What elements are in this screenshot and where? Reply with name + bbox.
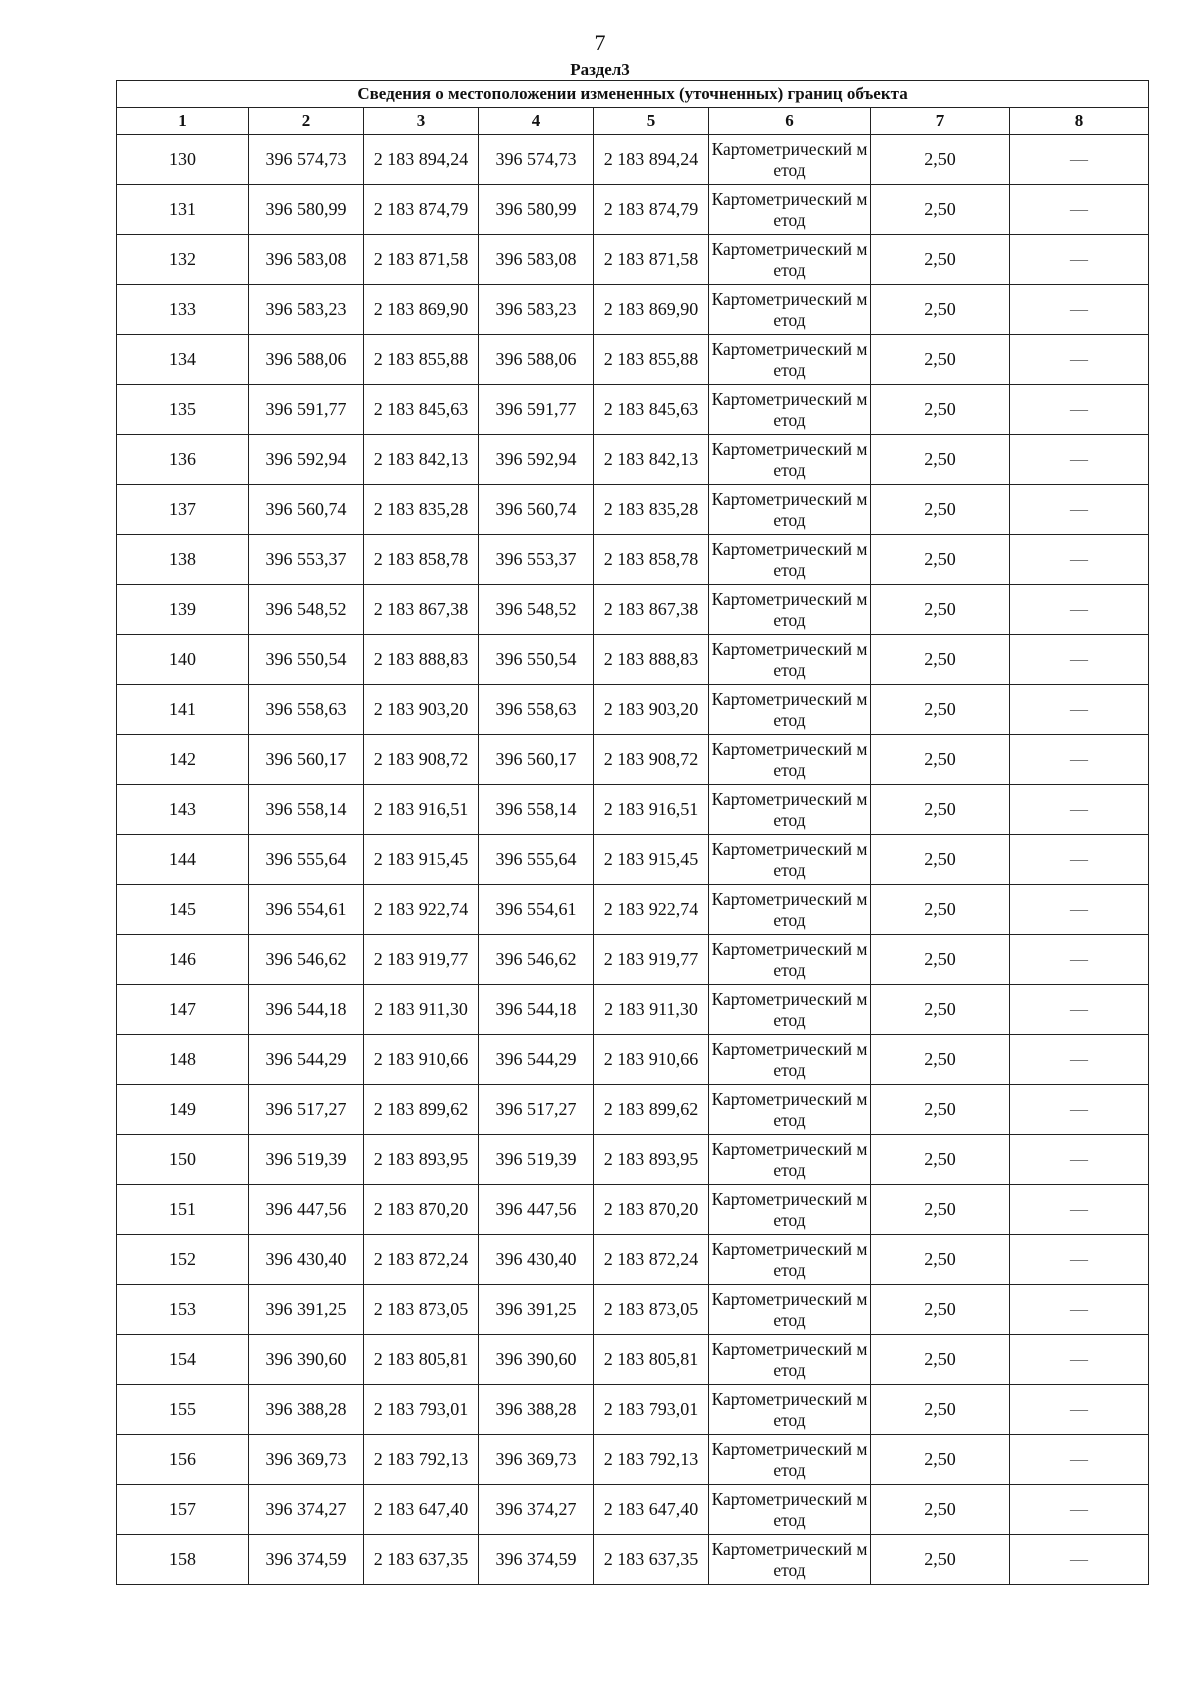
accuracy-cell: 2,50 (871, 385, 1010, 435)
refined-x-cell: 396 391,25 (479, 1285, 594, 1335)
existing-y-cell: 2 183 894,24 (364, 135, 479, 185)
existing-x-cell: 396 583,08 (249, 235, 364, 285)
note-cell: — (1010, 335, 1149, 385)
method-cell: Картометрический метод (709, 1035, 871, 1085)
note-cell: — (1010, 1085, 1149, 1135)
refined-x-cell: 396 517,27 (479, 1085, 594, 1135)
note-cell: — (1010, 285, 1149, 335)
refined-x-cell: 396 546,62 (479, 935, 594, 985)
method-cell: Картометрический метод (709, 585, 871, 635)
refined-x-cell: 396 560,17 (479, 735, 594, 785)
refined-y-cell: 2 183 911,30 (594, 985, 709, 1035)
existing-y-cell: 2 183 845,63 (364, 385, 479, 435)
existing-y-cell: 2 183 919,77 (364, 935, 479, 985)
method-cell: Картометрический метод (709, 235, 871, 285)
accuracy-cell: 2,50 (871, 585, 1010, 635)
table-row (117, 1435, 1149, 1485)
note-cell: — (1010, 235, 1149, 285)
accuracy-cell: 2,50 (871, 635, 1010, 685)
point-number-cell: 151 (117, 1185, 249, 1235)
note-cell: — (1010, 785, 1149, 835)
note-cell: — (1010, 1285, 1149, 1335)
existing-x-cell: 396 554,61 (249, 885, 364, 935)
refined-x-cell: 396 588,06 (479, 335, 594, 385)
refined-y-cell: 2 183 872,24 (594, 1235, 709, 1285)
method-cell: Картометрический метод (709, 685, 871, 735)
accuracy-cell: 2,50 (871, 335, 1010, 385)
point-number-cell: 137 (117, 485, 249, 535)
point-number-cell: 134 (117, 335, 249, 385)
point-number-cell: 155 (117, 1385, 249, 1435)
refined-y-cell: 2 183 922,74 (594, 885, 709, 935)
existing-x-cell: 396 374,27 (249, 1485, 364, 1535)
table-row (117, 385, 1149, 435)
table-row (117, 1485, 1149, 1535)
refined-x-cell: 396 369,73 (479, 1435, 594, 1485)
refined-x-cell: 396 388,28 (479, 1385, 594, 1435)
column-number: 6 (709, 108, 871, 135)
table-row (117, 335, 1149, 385)
point-number-cell: 136 (117, 435, 249, 485)
note-cell: — (1010, 1485, 1149, 1535)
accuracy-cell: 2,50 (871, 1435, 1010, 1485)
note-cell: — (1010, 435, 1149, 485)
point-number-cell: 152 (117, 1235, 249, 1285)
refined-x-cell: 396 374,27 (479, 1485, 594, 1535)
accuracy-cell: 2,50 (871, 835, 1010, 885)
note-cell: — (1010, 1335, 1149, 1385)
accuracy-cell: 2,50 (871, 185, 1010, 235)
table-row (117, 185, 1149, 235)
existing-x-cell: 396 574,73 (249, 135, 364, 185)
refined-y-cell: 2 183 915,45 (594, 835, 709, 885)
note-cell: — (1010, 635, 1149, 685)
method-cell: Картометрический метод (709, 935, 871, 985)
note-cell: — (1010, 1185, 1149, 1235)
note-cell: — (1010, 385, 1149, 435)
table-row (117, 985, 1149, 1035)
existing-x-cell: 396 430,40 (249, 1235, 364, 1285)
refined-y-cell: 2 183 908,72 (594, 735, 709, 785)
refined-y-cell: 2 183 919,77 (594, 935, 709, 985)
refined-y-cell: 2 183 858,78 (594, 535, 709, 585)
note-cell: — (1010, 135, 1149, 185)
existing-x-cell: 396 583,23 (249, 285, 364, 335)
note-cell: — (1010, 485, 1149, 535)
refined-x-cell: 396 447,56 (479, 1185, 594, 1235)
refined-x-cell: 396 558,14 (479, 785, 594, 835)
existing-y-cell: 2 183 915,45 (364, 835, 479, 885)
refined-y-cell: 2 183 903,20 (594, 685, 709, 735)
table-row (117, 535, 1149, 585)
refined-y-cell: 2 183 805,81 (594, 1335, 709, 1385)
existing-x-cell: 396 519,39 (249, 1135, 364, 1185)
existing-y-cell: 2 183 910,66 (364, 1035, 479, 1085)
table-caption: Сведения о местоположении измененных (уточненных) границ объекта (117, 81, 1149, 108)
accuracy-cell: 2,50 (871, 1135, 1010, 1185)
existing-x-cell: 396 374,59 (249, 1535, 364, 1585)
method-cell: Картометрический метод (709, 885, 871, 935)
existing-x-cell: 396 369,73 (249, 1435, 364, 1485)
existing-x-cell: 396 388,28 (249, 1385, 364, 1435)
column-number: 8 (1010, 108, 1149, 135)
existing-y-cell: 2 183 869,90 (364, 285, 479, 335)
column-number: 7 (871, 108, 1010, 135)
table-row (117, 1085, 1149, 1135)
refined-x-cell: 396 574,73 (479, 135, 594, 185)
existing-y-cell: 2 183 792,13 (364, 1435, 479, 1485)
accuracy-cell: 2,50 (871, 1285, 1010, 1335)
note-cell: — (1010, 585, 1149, 635)
coordinates-table (116, 80, 1149, 1585)
accuracy-cell: 2,50 (871, 1035, 1010, 1085)
method-cell: Картометрический метод (709, 635, 871, 685)
note-cell: — (1010, 185, 1149, 235)
point-number-cell: 154 (117, 1335, 249, 1385)
point-number-cell: 130 (117, 135, 249, 185)
refined-y-cell: 2 183 870,20 (594, 1185, 709, 1235)
table-row (117, 1285, 1149, 1335)
table-row (117, 135, 1149, 185)
accuracy-cell: 2,50 (871, 935, 1010, 985)
point-number-cell: 131 (117, 185, 249, 235)
point-number-cell: 149 (117, 1085, 249, 1135)
column-number: 4 (479, 108, 594, 135)
method-cell: Картометрический метод (709, 785, 871, 835)
table-body (117, 135, 1149, 1585)
method-cell: Картометрический метод (709, 1185, 871, 1235)
existing-y-cell: 2 183 903,20 (364, 685, 479, 735)
refined-x-cell: 396 519,39 (479, 1135, 594, 1185)
accuracy-cell: 2,50 (871, 1335, 1010, 1385)
column-number: 5 (594, 108, 709, 135)
refined-y-cell: 2 183 871,58 (594, 235, 709, 285)
table-row (117, 1385, 1149, 1435)
method-cell: Картометрический метод (709, 435, 871, 485)
refined-y-cell: 2 183 855,88 (594, 335, 709, 385)
table-row (117, 1135, 1149, 1185)
refined-y-cell: 2 183 842,13 (594, 435, 709, 485)
point-number-cell: 132 (117, 235, 249, 285)
note-cell: — (1010, 1235, 1149, 1285)
refined-x-cell: 396 583,23 (479, 285, 594, 335)
existing-x-cell: 396 517,27 (249, 1085, 364, 1135)
table-row (117, 1535, 1149, 1585)
method-cell: Картометрический метод (709, 535, 871, 585)
existing-y-cell: 2 183 793,01 (364, 1385, 479, 1435)
existing-x-cell: 396 544,29 (249, 1035, 364, 1085)
refined-x-cell: 396 558,63 (479, 685, 594, 735)
accuracy-cell: 2,50 (871, 1385, 1010, 1435)
accuracy-cell: 2,50 (871, 885, 1010, 935)
method-cell: Картометрический метод (709, 1135, 871, 1185)
method-cell: Картометрический метод (709, 735, 871, 785)
existing-y-cell: 2 183 805,81 (364, 1335, 479, 1385)
refined-x-cell: 396 544,18 (479, 985, 594, 1035)
note-cell: — (1010, 835, 1149, 885)
point-number-cell: 142 (117, 735, 249, 785)
accuracy-cell: 2,50 (871, 285, 1010, 335)
accuracy-cell: 2,50 (871, 1235, 1010, 1285)
existing-y-cell: 2 183 858,78 (364, 535, 479, 585)
point-number-cell: 144 (117, 835, 249, 885)
point-number-cell: 150 (117, 1135, 249, 1185)
table-row (117, 835, 1149, 885)
accuracy-cell: 2,50 (871, 785, 1010, 835)
method-cell: Картометрический метод (709, 335, 871, 385)
note-cell: — (1010, 985, 1149, 1035)
refined-y-cell: 2 183 888,83 (594, 635, 709, 685)
refined-x-cell: 396 550,54 (479, 635, 594, 685)
accuracy-cell: 2,50 (871, 1535, 1010, 1585)
existing-x-cell: 396 546,62 (249, 935, 364, 985)
method-cell: Картометрический метод (709, 135, 871, 185)
refined-y-cell: 2 183 835,28 (594, 485, 709, 535)
method-cell: Картометрический метод (709, 385, 871, 435)
refined-x-cell: 396 430,40 (479, 1235, 594, 1285)
refined-y-cell: 2 183 869,90 (594, 285, 709, 335)
existing-y-cell: 2 183 916,51 (364, 785, 479, 835)
method-cell: Картометрический метод (709, 1435, 871, 1485)
note-cell: — (1010, 1035, 1149, 1085)
refined-x-cell: 396 544,29 (479, 1035, 594, 1085)
accuracy-cell: 2,50 (871, 985, 1010, 1035)
table-row (117, 735, 1149, 785)
existing-x-cell: 396 558,14 (249, 785, 364, 835)
method-cell: Картометрический метод (709, 1085, 871, 1135)
refined-y-cell: 2 183 637,35 (594, 1535, 709, 1585)
refined-x-cell: 396 592,94 (479, 435, 594, 485)
method-cell: Картометрический метод (709, 985, 871, 1035)
existing-x-cell: 396 560,17 (249, 735, 364, 785)
note-cell: — (1010, 1435, 1149, 1485)
point-number-cell: 140 (117, 635, 249, 685)
existing-x-cell: 396 555,64 (249, 835, 364, 885)
existing-x-cell: 396 560,74 (249, 485, 364, 535)
note-cell: — (1010, 1535, 1149, 1585)
note-cell: — (1010, 735, 1149, 785)
refined-x-cell: 396 374,59 (479, 1535, 594, 1585)
existing-y-cell: 2 183 911,30 (364, 985, 479, 1035)
table-row (117, 1185, 1149, 1235)
refined-x-cell: 396 555,64 (479, 835, 594, 885)
existing-y-cell: 2 183 842,13 (364, 435, 479, 485)
point-number-cell: 141 (117, 685, 249, 735)
refined-x-cell: 396 390,60 (479, 1335, 594, 1385)
refined-y-cell: 2 183 867,38 (594, 585, 709, 635)
accuracy-cell: 2,50 (871, 685, 1010, 735)
table-row (117, 935, 1149, 985)
existing-y-cell: 2 183 871,58 (364, 235, 479, 285)
refined-x-cell: 396 580,99 (479, 185, 594, 235)
page-number: 7 (594, 30, 606, 55)
note-cell: — (1010, 885, 1149, 935)
method-cell: Картометрический метод (709, 1535, 871, 1585)
existing-y-cell: 2 183 872,24 (364, 1235, 479, 1285)
existing-x-cell: 396 558,63 (249, 685, 364, 735)
accuracy-cell: 2,50 (871, 235, 1010, 285)
note-cell: — (1010, 935, 1149, 985)
table-row (117, 1035, 1149, 1085)
existing-x-cell: 396 544,18 (249, 985, 364, 1035)
refined-y-cell: 2 183 873,05 (594, 1285, 709, 1335)
point-number-cell: 146 (117, 935, 249, 985)
note-cell: — (1010, 1385, 1149, 1435)
existing-y-cell: 2 183 908,72 (364, 735, 479, 785)
method-cell: Картометрический метод (709, 485, 871, 535)
existing-y-cell: 2 183 873,05 (364, 1285, 479, 1335)
refined-y-cell: 2 183 874,79 (594, 185, 709, 235)
method-cell: Картометрический метод (709, 835, 871, 885)
accuracy-cell: 2,50 (871, 485, 1010, 535)
table-row (117, 685, 1149, 735)
table-row (117, 485, 1149, 535)
point-number-cell: 139 (117, 585, 249, 635)
accuracy-cell: 2,50 (871, 735, 1010, 785)
point-number-cell: 143 (117, 785, 249, 835)
accuracy-cell: 2,50 (871, 435, 1010, 485)
existing-x-cell: 396 592,94 (249, 435, 364, 485)
table-row (117, 585, 1149, 635)
method-cell: Картометрический метод (709, 1235, 871, 1285)
note-cell: — (1010, 535, 1149, 585)
point-number-cell: 135 (117, 385, 249, 435)
refined-x-cell: 396 548,52 (479, 585, 594, 635)
accuracy-cell: 2,50 (871, 1085, 1010, 1135)
existing-x-cell: 396 588,06 (249, 335, 364, 385)
existing-y-cell: 2 183 888,83 (364, 635, 479, 685)
refined-y-cell: 2 183 793,01 (594, 1385, 709, 1435)
table-row (117, 635, 1149, 685)
column-number: 1 (117, 108, 249, 135)
existing-x-cell: 396 390,60 (249, 1335, 364, 1385)
refined-x-cell: 396 583,08 (479, 235, 594, 285)
existing-y-cell: 2 183 922,74 (364, 885, 479, 935)
existing-x-cell: 396 447,56 (249, 1185, 364, 1235)
note-cell: — (1010, 1135, 1149, 1185)
table-row (117, 435, 1149, 485)
existing-x-cell: 396 591,77 (249, 385, 364, 435)
existing-x-cell: 396 548,52 (249, 585, 364, 635)
method-cell: Картометрический метод (709, 1285, 871, 1335)
existing-y-cell: 2 183 874,79 (364, 185, 479, 235)
refined-x-cell: 396 553,37 (479, 535, 594, 585)
point-number-cell: 138 (117, 535, 249, 585)
table-row (117, 785, 1149, 835)
existing-x-cell: 396 580,99 (249, 185, 364, 235)
point-number-cell: 147 (117, 985, 249, 1035)
section-label: Раздел3 (570, 60, 630, 79)
column-number: 2 (249, 108, 364, 135)
refined-y-cell: 2 183 899,62 (594, 1085, 709, 1135)
note-cell: — (1010, 685, 1149, 735)
column-number: 3 (364, 108, 479, 135)
point-number-cell: 156 (117, 1435, 249, 1485)
method-cell: Картометрический метод (709, 285, 871, 335)
existing-y-cell: 2 183 835,28 (364, 485, 479, 535)
table-row (117, 885, 1149, 935)
refined-x-cell: 396 591,77 (479, 385, 594, 435)
refined-y-cell: 2 183 910,66 (594, 1035, 709, 1085)
table-row (117, 285, 1149, 335)
method-cell: Картометрический метод (709, 1335, 871, 1385)
existing-y-cell: 2 183 893,95 (364, 1135, 479, 1185)
refined-y-cell: 2 183 894,24 (594, 135, 709, 185)
point-number-cell: 158 (117, 1535, 249, 1585)
point-number-cell: 133 (117, 285, 249, 335)
refined-y-cell: 2 183 647,40 (594, 1485, 709, 1535)
refined-x-cell: 396 560,74 (479, 485, 594, 535)
accuracy-cell: 2,50 (871, 1185, 1010, 1235)
method-cell: Картометрический метод (709, 185, 871, 235)
table-row (117, 235, 1149, 285)
table-row (117, 1235, 1149, 1285)
table-row (117, 1335, 1149, 1385)
accuracy-cell: 2,50 (871, 1485, 1010, 1535)
refined-y-cell: 2 183 845,63 (594, 385, 709, 435)
refined-y-cell: 2 183 916,51 (594, 785, 709, 835)
existing-y-cell: 2 183 867,38 (364, 585, 479, 635)
point-number-cell: 157 (117, 1485, 249, 1535)
refined-y-cell: 2 183 792,13 (594, 1435, 709, 1485)
existing-y-cell: 2 183 647,40 (364, 1485, 479, 1535)
existing-y-cell: 2 183 899,62 (364, 1085, 479, 1135)
point-number-cell: 145 (117, 885, 249, 935)
existing-y-cell: 2 183 855,88 (364, 335, 479, 385)
refined-x-cell: 396 554,61 (479, 885, 594, 935)
existing-x-cell: 396 553,37 (249, 535, 364, 585)
existing-y-cell: 2 183 637,35 (364, 1535, 479, 1585)
accuracy-cell: 2,50 (871, 535, 1010, 585)
existing-y-cell: 2 183 870,20 (364, 1185, 479, 1235)
existing-x-cell: 396 550,54 (249, 635, 364, 685)
accuracy-cell: 2,50 (871, 135, 1010, 185)
method-cell: Картометрический метод (709, 1385, 871, 1435)
point-number-cell: 153 (117, 1285, 249, 1335)
existing-x-cell: 396 391,25 (249, 1285, 364, 1335)
refined-y-cell: 2 183 893,95 (594, 1135, 709, 1185)
point-number-cell: 148 (117, 1035, 249, 1085)
method-cell: Картометрический метод (709, 1485, 871, 1535)
